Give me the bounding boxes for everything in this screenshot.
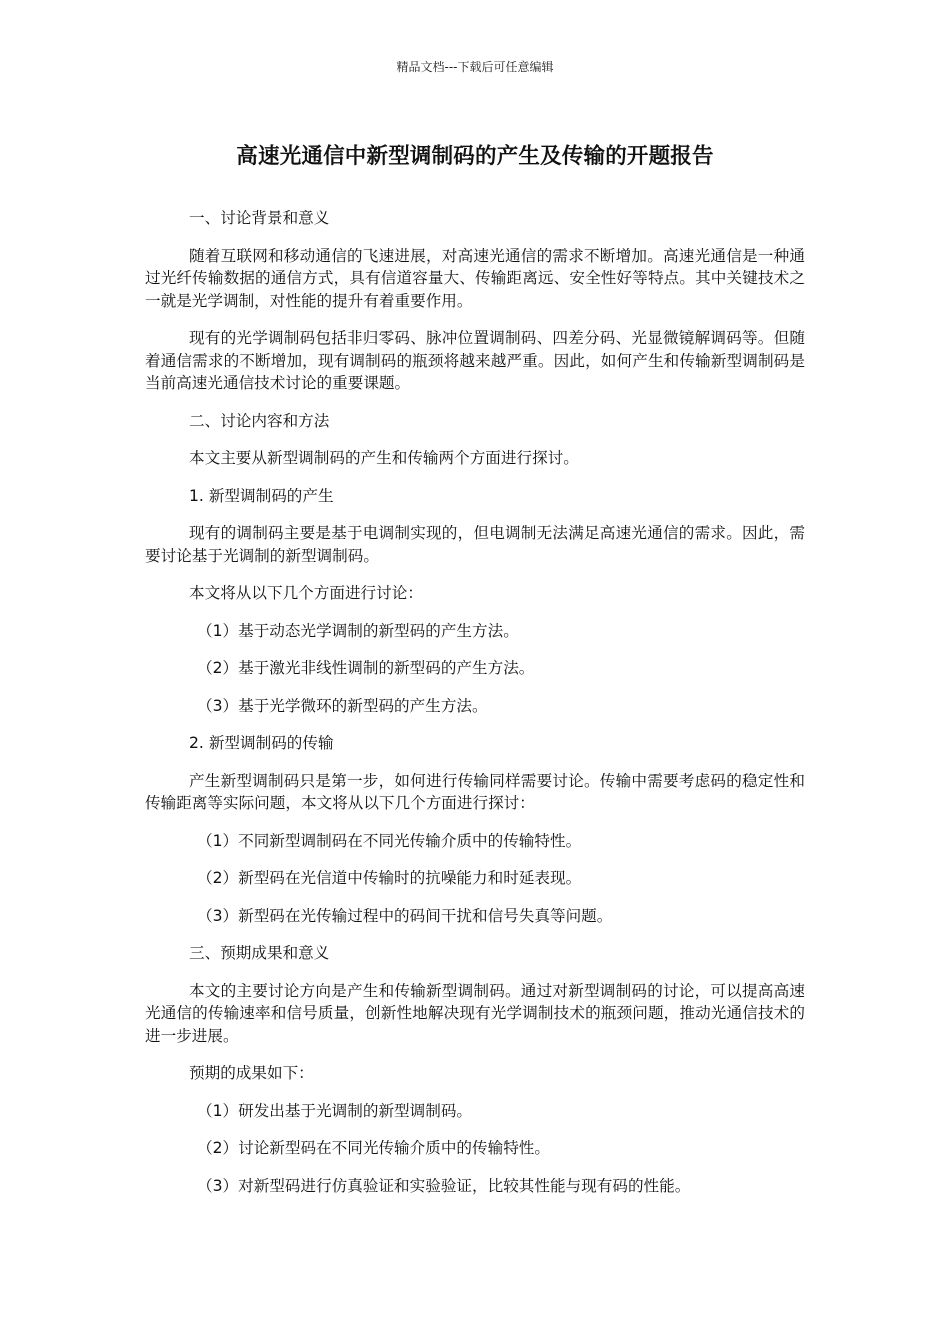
list-item: （3）对新型码进行仿真验证和实验验证，比较其性能与现有码的性能。 <box>197 1176 691 1195</box>
section-heading: 二、讨论内容和方法 <box>189 411 330 430</box>
subsection-heading: 2. 新型调制码的传输 <box>189 734 334 752</box>
paragraph: 现有的光学调制码包括非归零码、脉冲位置调制码、四差分码、光显微镜解调码等。但随着通信需求的不断增加，现有调制码的瓶颈将越来越严重。因此，如何产生和传输新型调制码是当前高速光通信技术讨论的重要课题。 <box>145 329 805 392</box>
paragraph: 预期的成果如下： <box>189 1064 314 1082</box>
paragraph: 随着互联网和移动通信的飞速进展，对高速光通信的需求不断增加。高速光通信是一种通过光纤传输数据的通信方式，具有信道容量大、传输距离远、安全性好等特点。其中关键技术之一就是光学调制，对性能的提升有着重要作用。 <box>145 246 805 310</box>
page-header: 精品文档---下载后可任意编辑 <box>396 60 554 74</box>
paragraph: 本文的主要讨论方向是产生和传输新型调制码。通过对新型调制码的讨论，可以提高高速光通信的传输速率和信号质量，创新性地解决现有光学调制技术的瓶颈问题，推动光通信技术的进一步进展。 <box>145 981 805 1045</box>
paragraph: 产生新型调制码只是第一步，如何进行传输同样需要讨论。传输中需要考虑码的稳定性和传输距离等实际问题，本文将从以下几个方面进行探讨： <box>145 771 805 812</box>
list-item: （2）基于激光非线性调制的新型码的产生方法。 <box>197 659 535 677</box>
list-item: （1）基于动态光学调制的新型码的产生方法。 <box>197 621 519 640</box>
list-item: （1）研发出基于光调制的新型调制码。 <box>197 1101 473 1120</box>
paragraph: 现有的调制码主要是基于电调制实现的，但电调制无法满足高速光通信的需求。因此，需要讨论基于光调制的新型调制码。 <box>145 524 805 565</box>
section-heading: 三、预期成果和意义 <box>189 944 330 962</box>
document-title: 高速光通信中新型调制码的产生及传输的开题报告 <box>236 144 714 169</box>
list-item: （3）基于光学微环的新型码的产生方法。 <box>197 696 488 715</box>
paragraph: 本文主要从新型调制码的产生和传输两个方面进行探讨。 <box>189 449 579 467</box>
list-item: （2）新型码在光信道中传输时的抗噪能力和时延表现。 <box>197 869 582 887</box>
section-heading: 一、讨论背景和意义 <box>189 209 330 227</box>
subsection-heading: 1. 新型调制码的产生 <box>189 486 334 505</box>
document-body <box>145 207 805 1212</box>
list-item: （3）新型码在光传输过程中的码间干扰和信号失真等问题。 <box>197 906 613 925</box>
paragraph: 本文将从以下几个方面进行讨论： <box>189 584 423 602</box>
list-item: （2）讨论新型码在不同光传输介质中的传输特性。 <box>197 1139 550 1157</box>
list-item: （1）不同新型调制码在不同光传输介质中的传输特性。 <box>197 831 582 850</box>
